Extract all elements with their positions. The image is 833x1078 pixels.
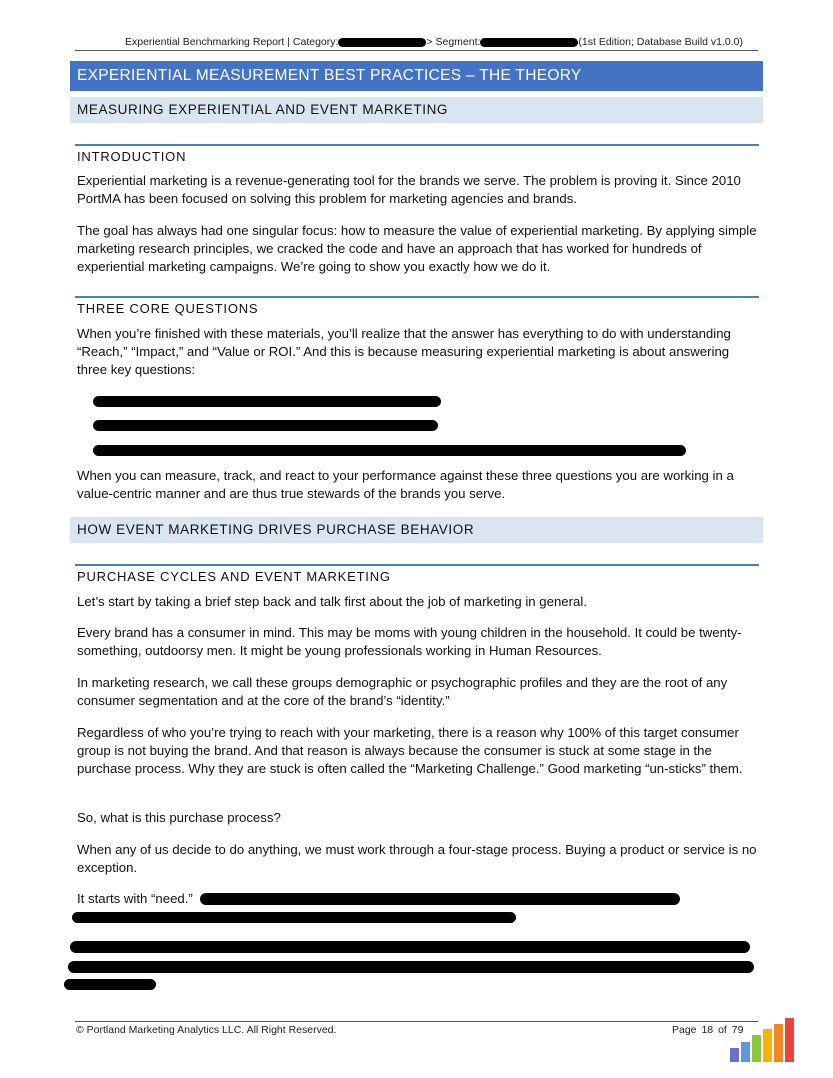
subheading-three-core-questions: THREE CORE QUESTIONS <box>77 301 259 316</box>
redaction-scribble <box>64 979 156 990</box>
paragraph: So, what is this purchase process? <box>77 810 281 825</box>
header-segment-label: > Segment: <box>426 36 481 48</box>
paragraph: Experiential marketing is a revenue-generating tool for the brands we serve. The problem is proving it. Since 2010 PortMA has been focused on solving this problem for marketing agencies and brands. <box>77 173 741 206</box>
paragraph: Regardless of who you’re trying to reach with your marketing, there is a reason why 100% of this target consumer group is not buying the brand. And that reason is always because the consumer is stuck at some stage in the purchase process. Why they are stuck is often called the “Marketing Challenge.” Good marketing “un-sticks” them. <box>77 725 743 776</box>
logo-bar <box>730 1048 739 1062</box>
redaction-scribble <box>70 941 750 953</box>
paragraph: Every brand has a consumer in mind. This may be moms with young children in the household. It could be twenty-something, outdoorsy men. It might be young professionals working in Human Resources. <box>77 625 742 658</box>
page-number: 18 <box>701 1024 714 1036</box>
logo-bar <box>785 1018 794 1062</box>
page-of-label: of <box>718 1024 727 1036</box>
paragraph: Let’s start by taking a brief step back and talk first about the job of marketing in general. <box>77 594 587 609</box>
footer-copyright: © Portland Marketing Analytics LLC. All Right Reserved. <box>76 1024 337 1036</box>
page-label: Page <box>672 1024 697 1036</box>
footer-divider <box>75 1021 758 1022</box>
paragraph: The goal has always had one singular focus: how to measure the value of experiential marketing. By applying simple marketing research principles, we cracked the code and have an approach that has worked for hundreds of experiential marketing campaigns. We’re going to show you exactly how we do it. <box>77 223 757 274</box>
paragraph: In marketing research, we call these groups demographic or psychographic profiles and they are the root of any consumer segmentation and at the core of the brand’s “identity.” <box>77 675 728 708</box>
subheading-introduction: INTRODUCTION <box>77 149 187 164</box>
paragraph: It starts with “need.” <box>77 891 193 906</box>
header-divider <box>75 50 758 51</box>
portma-logo-icon <box>730 1018 800 1062</box>
redaction-mark <box>480 38 578 47</box>
redacted-list-item <box>93 396 441 407</box>
paragraph: When any of us decide to do anything, we must work through a four-stage process. Buying a product or service is no exception. <box>77 842 757 875</box>
subsection-rule <box>75 296 759 298</box>
subsection-rule <box>75 564 759 566</box>
logo-bar <box>741 1042 750 1062</box>
redaction-mark <box>338 38 426 47</box>
redaction-scribble <box>68 961 754 973</box>
header-edition: (1st Edition; Database Build v1.0.0) <box>578 36 744 48</box>
section-title-banner: EXPERIENTIAL MEASUREMENT BEST PRACTICES – THE THEORY <box>70 61 763 91</box>
logo-bar <box>752 1035 761 1062</box>
section-band-purchase-behavior: HOW EVENT MARKETING DRIVES PURCHASE BEHAVIOR <box>70 517 763 543</box>
page-total: 79 <box>731 1024 744 1036</box>
section-band-measuring: MEASURING EXPERIENTIAL AND EVENT MARKETING <box>70 97 763 123</box>
logo-bar <box>763 1029 772 1062</box>
redaction-scribble <box>200 893 680 905</box>
logo-bar <box>774 1024 783 1062</box>
redacted-list-item <box>93 420 438 431</box>
redacted-list-item <box>93 445 686 456</box>
subheading-purchase-cycles: PURCHASE CYCLES AND EVENT MARKETING <box>77 569 391 584</box>
paragraph: When you can measure, track, and react to your performance against these three questions you are working in a value-centric manner and are thus true stewards of the brands you serve. <box>77 468 734 501</box>
paragraph: When you’re finished with these materials, you’ll realize that the answer has everything to do with understanding “Reach,” “Impact,” and “Value or ROI.” And this is because measuring experiential marketing is about answering three key questions: <box>77 326 731 377</box>
redaction-scribble <box>72 912 516 923</box>
running-header <box>125 36 743 48</box>
subsection-rule <box>75 144 759 146</box>
header-report-prefix: Experiential Benchmarking Report | Category: <box>125 36 339 48</box>
